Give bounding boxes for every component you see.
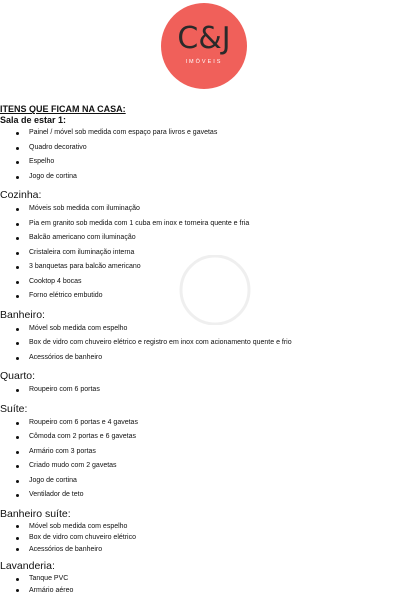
list-item: Móveis sob medida com iluminação xyxy=(0,202,410,217)
list-item: Acessórios de banheiro xyxy=(0,544,410,556)
logo-text: C&J xyxy=(177,21,231,56)
list-item: Painel / móvel sob medida com espaço para livros e gavetas xyxy=(0,126,410,141)
list-item: Armário com 3 portas xyxy=(0,445,410,460)
list-item: Criado mudo com 2 gavetas xyxy=(0,459,410,474)
list-item: Cômoda com 2 portas e 6 gavetas xyxy=(0,430,410,445)
item-list xyxy=(0,322,410,366)
item-list xyxy=(0,521,410,556)
item-list xyxy=(0,416,410,503)
list-item: Roupeiro com 6 portas xyxy=(0,383,410,398)
section-title: Cozinha: xyxy=(0,189,42,201)
list-item: Roupeiro com 6 portas e 4 gavetas xyxy=(0,416,410,431)
list-item: Box de vidro com chuveiro elétrico xyxy=(0,532,410,544)
list-item: Jogo de cortina xyxy=(0,170,410,185)
list-item: Box de vidro com chuveiro elétrico e registro em inox com acionamento quente e frio xyxy=(0,336,410,351)
list-item: Cooktop 4 bocas xyxy=(0,275,410,290)
list-item: 3 banquetas para balcão americano xyxy=(0,260,410,275)
item-list xyxy=(0,126,410,184)
list-item: Pia em granito sob medida com 1 cuba em inox e torneira quente e fria xyxy=(0,217,410,232)
section-title: Banheiro: xyxy=(0,308,45,321)
list-item: Cristaleira com iluminação interna xyxy=(0,246,410,261)
list-item: Acessórios de banheiro xyxy=(0,351,410,366)
list-item: Móvel sob medida com espelho xyxy=(0,322,410,337)
list-item: Tanque PVC xyxy=(0,573,410,585)
document-heading: ITENS QUE FICAM NA CASA: xyxy=(0,104,126,114)
item-list xyxy=(0,383,410,398)
list-item: Ventilador de teto xyxy=(0,488,410,503)
list-item: Balcão americano com iluminação xyxy=(0,231,410,246)
item-list xyxy=(0,573,410,596)
list-item: Jogo de cortina xyxy=(0,474,410,489)
section-title: Quarto: xyxy=(0,370,36,382)
section-title: Lavanderia: xyxy=(0,560,55,572)
list-item: Quadro decorativo xyxy=(0,141,410,156)
logo-subtitle: IMÓVEIS xyxy=(185,59,223,65)
list-item: Armário aéreo xyxy=(0,585,410,597)
list-item: Forno elétrico embutido xyxy=(0,289,410,304)
section-title: Suíte: xyxy=(0,402,28,415)
document-body xyxy=(0,104,410,596)
list-item: Espelho xyxy=(0,155,410,170)
section-title: Sala de estar 1: xyxy=(0,115,67,125)
list-item: Móvel sob medida com espelho xyxy=(0,521,410,533)
item-list xyxy=(0,202,410,304)
section-title: Banheiro suíte: xyxy=(0,507,71,520)
company-logo xyxy=(161,3,247,89)
